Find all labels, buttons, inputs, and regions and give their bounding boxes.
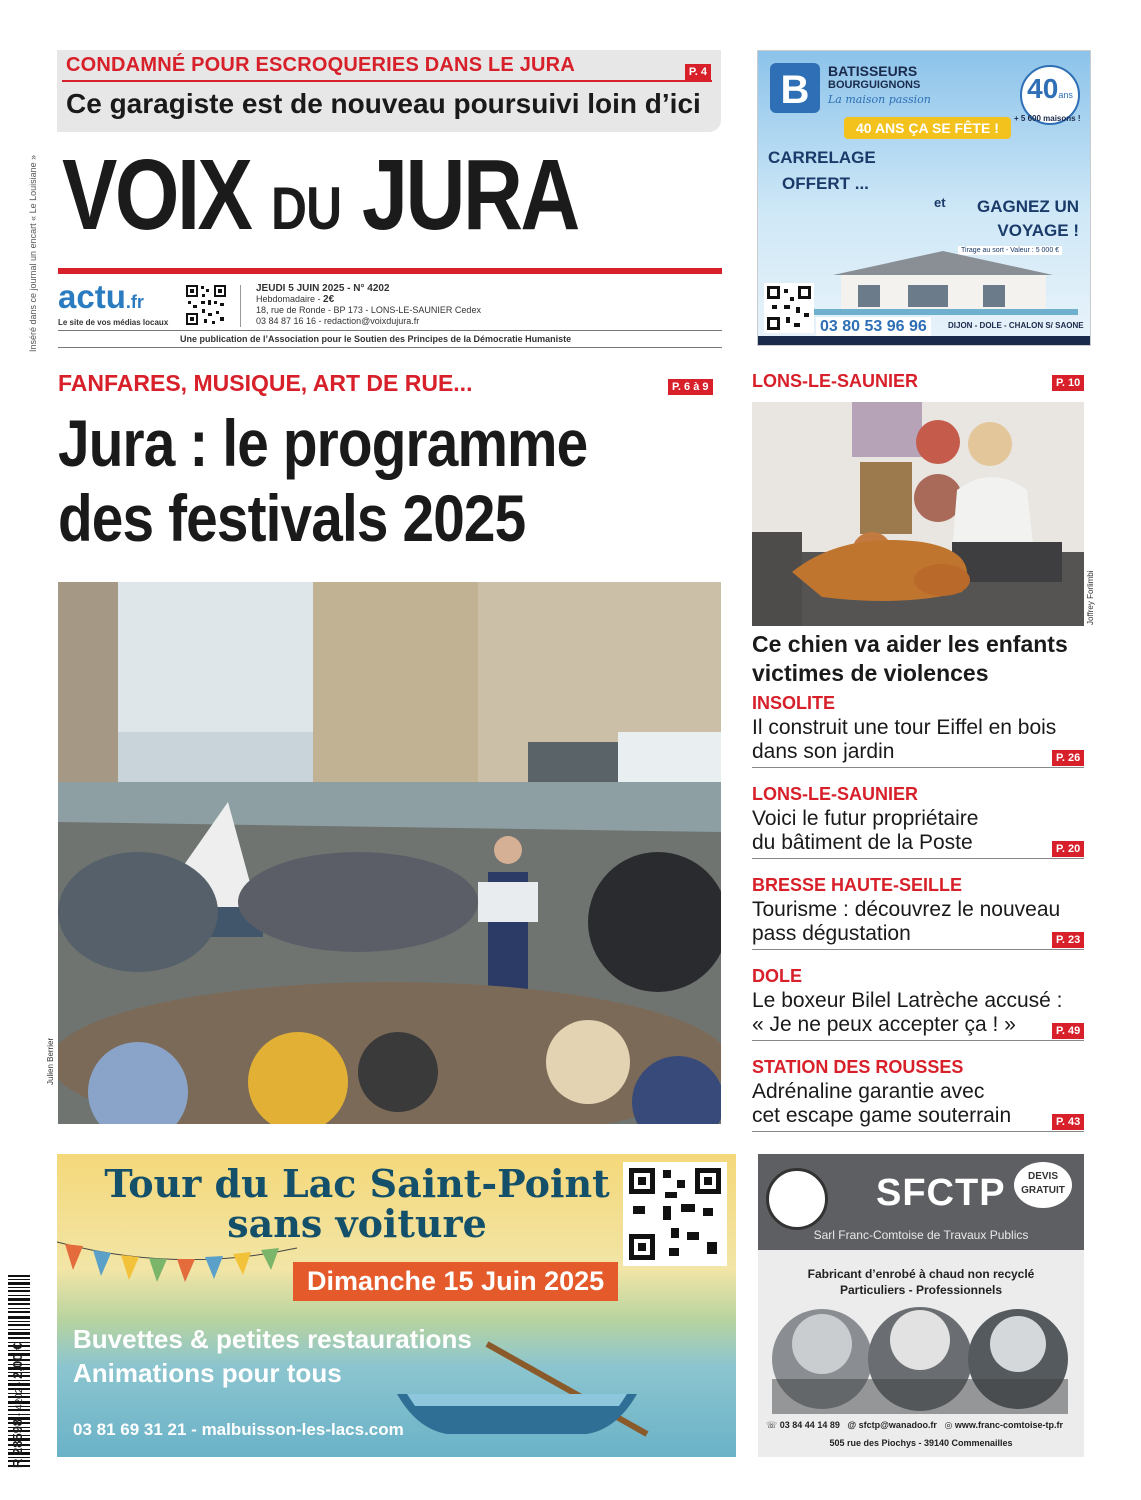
ad-draw: Tirage au sort - Valeur : 5 000 €: [958, 246, 1062, 255]
top-teaser[interactable]: [57, 50, 721, 132]
publisher-rule-top: [58, 330, 722, 331]
issue-info: [256, 283, 481, 327]
side-item-kicker: STATION DES ROUSSES: [752, 1057, 964, 1077]
masthead-rule: [58, 268, 722, 274]
qr-code-icon[interactable]: [184, 283, 228, 327]
barcode-issue: - 4202 -: [14, 1378, 25, 1419]
actu-logo-tld: .fr: [125, 292, 144, 312]
offer-line3: GAGNEZ UN: [977, 197, 1079, 216]
festival-photo[interactable]: [58, 582, 721, 1124]
side-item-line1[interactable]: Tourisme : découvrez le nouveau: [752, 898, 1061, 921]
side-item-rule: [752, 949, 1084, 950]
side-item-page: P. 49: [1052, 1023, 1084, 1039]
lac-title-line2: sans voiture: [227, 1201, 487, 1246]
ad-lac-saint-point[interactable]: [57, 1154, 736, 1457]
teaser-kicker: CONDAMNÉ POUR ESCROQUERIES DANS LE JURA: [66, 54, 575, 76]
side-item-line1[interactable]: Adrénaline garantie avec: [752, 1080, 985, 1103]
lac-qr-icon: [623, 1162, 727, 1266]
masthead-word-voix: VOIX: [62, 139, 251, 251]
side-item-rule: [752, 767, 1084, 768]
sfctp-line1: Fabricant d’enrobé à chaud non recyclé: [807, 1267, 1035, 1281]
side-item-line2[interactable]: « Je ne peux accepter ça ! »: [752, 1013, 1016, 1036]
side-item-line1[interactable]: Le boxeur Bilel Latrèche accusé :: [752, 989, 1063, 1012]
lac-site[interactable]: malbuisson-les-lacs.com: [201, 1420, 404, 1439]
side-item-page: P. 20: [1052, 841, 1084, 857]
side-item-line2[interactable]: pass dégustation: [752, 922, 911, 945]
batisseurs-logo-icon: [766, 59, 824, 117]
side-item-rule: [752, 858, 1084, 859]
issue-price: 2€: [323, 294, 335, 305]
actu-tagline: Le site de vos médias locaux: [58, 318, 169, 327]
sfctp-address: 505 rue des Piochys - 39140 Commenailles: [829, 1438, 1013, 1448]
sfctp-phone: 03 84 44 14 89: [779, 1420, 840, 1430]
issue-address: 18, rue de Ronde - BP 173 - LONS-LE-SAUNIER Cedex: [256, 305, 481, 315]
globe-icon: ◎: [944, 1420, 953, 1430]
side-item-page: P. 26: [1052, 750, 1084, 766]
masthead-word-jura: JURA: [361, 139, 578, 251]
ad-cities: DIJON - DOLE - CHALON S/ SAONE: [948, 321, 1084, 330]
ad-offer-voyage: [953, 195, 1079, 243]
issue-date-number: JEUDI 5 JUIN 2025 - N° 4202: [256, 283, 390, 294]
teaser-page: P. 4: [685, 64, 711, 80]
side-item-kicker: BRESSE HAUTE-SEILLE: [752, 875, 963, 895]
teaser-rule: [62, 80, 712, 82]
sfctp-photos: [770, 1304, 1070, 1414]
side-item-line2[interactable]: dans son jardin: [752, 740, 895, 763]
ad-offer-carrelage: [768, 145, 876, 197]
masthead-title: [62, 140, 578, 264]
ad-brand: BATISSEURS: [828, 63, 918, 79]
main-pages: P. 6 à 9: [668, 379, 713, 395]
dog-photo-credit: Joffrey Forlimbi: [1086, 570, 1095, 625]
margin-insert-note: Inséré dans ce journal un encart « Le Louisiane »: [28, 154, 38, 352]
sfctp-fullname: Sarl Franc-Comtoise de Travaux Publics: [813, 1228, 1029, 1242]
phone-icon: ☏: [766, 1420, 778, 1430]
side-item-line2[interactable]: du bâtiment de la Poste: [752, 831, 973, 854]
main-headline-line1: Jura : le programme: [58, 406, 588, 480]
festival-photo-illustration: [58, 582, 721, 1124]
barcode-text: [10, 1343, 25, 1468]
issue-frequency: Hebdomadaire -: [256, 294, 324, 304]
side-item-kicker: DOLE: [752, 966, 803, 986]
side-item-line1[interactable]: Voici le futur propriétaire: [752, 807, 979, 830]
ad-footer-strip: [758, 336, 1090, 345]
svg-text:B: B: [780, 68, 810, 112]
lac-date: Dimanche 15 Juin 2025: [293, 1262, 618, 1301]
offer-line1: CARRELAGE: [768, 148, 876, 167]
dog-photo[interactable]: [752, 402, 1084, 626]
side-item-page: P. 23: [1052, 932, 1084, 948]
publisher-rule-bottom: [58, 347, 722, 348]
dog-photo-illustration: [752, 402, 1084, 626]
barcode-price: 2,00 €: [10, 1342, 25, 1379]
actu-logo[interactable]: [58, 278, 144, 316]
ad-batisseurs[interactable]: [757, 50, 1091, 346]
side-lead-page: P. 10: [1052, 375, 1084, 391]
offer-line2: OFFERT ...: [782, 174, 869, 193]
publisher-line: Une publication de l’Association pour le Soutien des Principes de la Démocratie Humaniste: [180, 334, 572, 344]
side-item-page: P. 43: [1052, 1114, 1084, 1130]
offer-line4: VOYAGE !: [997, 221, 1079, 240]
teaser-headline: Ce garagiste est de nouveau poursuivi loin d’ici: [66, 88, 701, 119]
side-item-line2[interactable]: cet escape game souterrain: [752, 1104, 1012, 1127]
lac-feature-2: Animations pour tous: [73, 1358, 342, 1388]
side-item-line1[interactable]: Il construit une tour Eiffel en bois: [752, 716, 1057, 739]
side-item-kicker: INSOLITE: [752, 693, 836, 713]
info-divider: [240, 285, 241, 327]
rowboat-illustration: [387, 1334, 667, 1444]
barcode-code: R 28598: [10, 1418, 25, 1468]
actu-logo-text: actu: [58, 278, 126, 315]
ad-banner: 40 ANS ÇA SE FÊTE !: [844, 117, 1011, 139]
ad-phone: 03 80 53 96 96: [816, 317, 931, 337]
side-item-kicker: LONS-LE-SAUNIER: [752, 784, 918, 804]
lac-title: [97, 1161, 617, 1246]
ad-qr-icon: [764, 283, 814, 333]
sfctp-web[interactable]: www.franc-comtoise-tp.fr: [954, 1420, 1064, 1430]
side-item-rule: [752, 1040, 1084, 1041]
anniv-small: ans: [1058, 90, 1073, 100]
main-headline[interactable]: [58, 406, 587, 556]
lac-sep: -: [186, 1420, 202, 1439]
issue-contact: 03 84 87 16 16 - redaction@voixdujura.fr: [256, 316, 420, 326]
sfctp-free-badge: [1014, 1162, 1072, 1208]
side-lead-headline-1: Ce chien va aider les enfants: [752, 631, 1068, 657]
badge-line1: DEVIS: [1027, 1171, 1058, 1182]
anniv-number: 40: [1027, 73, 1059, 104]
side-lead-kicker: LONS-LE-SAUNIER: [752, 371, 918, 391]
masthead-word-du: DU: [270, 175, 342, 242]
ad-brand2: BOURGUIGNONS: [828, 79, 921, 91]
lac-phone: 03 81 69 31 21: [73, 1420, 187, 1439]
sfctp-name: SFCTP: [876, 1172, 1006, 1214]
sfctp-driveway-photos: [770, 1304, 1070, 1414]
lac-contact: [73, 1420, 404, 1440]
badge-line2: GRATUIT: [1021, 1185, 1065, 1196]
ad-houses: + 5 600 maisons !: [1014, 114, 1081, 123]
offer-et: et: [934, 195, 946, 210]
ad-sfctp[interactable]: [758, 1154, 1084, 1457]
side-item-rule: [752, 1131, 1084, 1132]
email-icon: @: [847, 1420, 857, 1430]
main-headline-line2: des festivals 2025: [58, 481, 526, 555]
photo-credit: Julien Berrier: [46, 1037, 55, 1085]
sfctp-tagline: [758, 1266, 1084, 1298]
sfctp-seal-icon: [766, 1168, 828, 1230]
side-lead-headline-2: victimes de violences: [752, 660, 989, 686]
sfctp-line2: Particuliers - Professionnels: [839, 1283, 1003, 1297]
sfctp-email[interactable]: sfctp@wanadoo.fr: [858, 1420, 937, 1430]
main-kicker: FANFARES, MUSIQUE, ART DE RUE...: [58, 370, 473, 396]
sfctp-contacts: [766, 1420, 1063, 1431]
lac-feature-1: Buvettes & petites restaurations: [73, 1324, 472, 1354]
house-illustration: [813, 245, 1078, 315]
ad-slogan: La maison passion: [828, 93, 931, 106]
lac-title-line1: Tour du Lac Saint-Point: [104, 1161, 610, 1206]
